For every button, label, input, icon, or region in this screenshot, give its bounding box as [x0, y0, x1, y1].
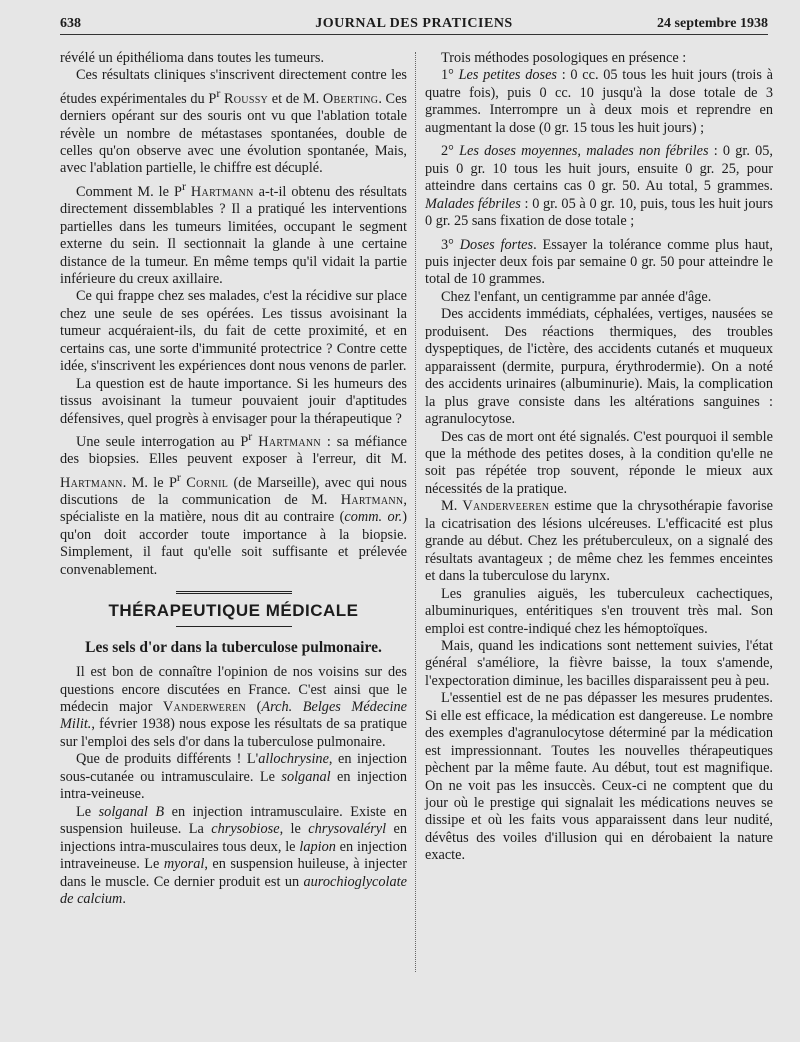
paragraph: M. Vanderveeren estime que la chrysothérapie favorise la cicatrisation des lésions ulcéreuses. L'efficacité est plus grande au début. Chez les prétuberculeux, on a signalé des résultats avantageux ; de même chez les femmes enceintes et dans la tuberculose du larynx.	[425, 498, 773, 585]
paragraph: Le solganal B en injection intramusculaire. Existe en suspension huileuse. La chrysobiose, le chrysovaléryl en injections intra-musculaires tous deux, le lapion en injection intraveineuse. Le myoral, en suspension huileuse, à injecter dans le muscle. Ce dernier produit est un aurochioglycolate de calcium.	[60, 803, 408, 907]
paragraph: Ce qui frappe chez ses malades, c'est la récidive sur place chez une seule de ses opérées. Les tissus avoisinant la tumeur acquéraient-ils, du fait de cette proximité, et en certains cas, une sorte d'immunité protectrice ? Contre cette idée, s'inscrivent les expériences dont nous venons de parler.	[60, 288, 407, 375]
paragraph: Trois méthodes posologiques en présence :	[441, 50, 687, 66]
paragraph: 1° Les petites doses : 0 cc. 05 tous les huit jours (trois à quatre fois), puis 0 cc. 10 jusqu'à la dose totale de 3 grammes. Interrompre un à deux mois et reprendre en augmentant la dose (0 gr. 15 tous les huit jours) ;	[425, 67, 773, 136]
paragraph: Que de produits différents ! L'allochrysine, en injection sous-cutanée ou intramusculaire. Le solganal en injection intra-veineuse.	[60, 751, 407, 803]
section-title: THÉRAPEUTIQUE MÉDICALE	[108, 601, 359, 621]
paragraph: Les granulies aiguës, les tuberculeux cachectiques, albuminuriques, entéritiques s'en trouvent très mal. Son emploi est contre-indiqué chez les hémoptoïques.	[425, 585, 773, 637]
left-column	[60, 50, 407, 908]
journal-title: JOURNAL DES PRATICIENS	[315, 16, 513, 31]
paragraph: La question est de haute importance. Si les humeurs des tissus avoisinant la tumeur pouvaient jouir d'aptitudes défensives, quel progrès à envisager pour la thérapeutique ?	[60, 375, 407, 427]
paragraph: L'essentiel est de ne pas dépasser les mesures prudentes. Si elle est efficace, la médication est dangereuse. Le nombre des exemples d'agranulocytose déterminé par la médication est impressionnant. Toutes les nouvelles thérapeutiques pèchent par la même faute. Au début, tout est magnifique. On ne voit pas les insuccès. Ceux-ci ne comptent que du jour où le prestige qui signalait les médications neuves se dissipe et où les faits vous apparaissent dans leur nudité, dévêtus des voiles d'illusion qui en dérobaient la nature exacte.	[425, 690, 773, 864]
paragraph: Mais, quand les indications sont nettement suivies, l'état général s'améliore, la fièvre baisse, la toux s'amende, l'expectoration diminue, les bacilles disparaissent peu à peu.	[425, 637, 773, 689]
article-title: Les sels d'or dans la tuberculose pulmonaire.	[85, 638, 382, 656]
header-rule	[60, 34, 768, 35]
paragraph: Ces résultats cliniques s'inscrivent directement contre les études expérimentales du $P^r$ Roussy et de M. Oberting. Ces derniers opérant sur des souris ont vu que l'ablation totale révèle un nombre de métastases spontanées, double de celles qu'on observe avec une évolution spontanée, Mais, avec l'ablation partielle, le chiffre est décuplé.	[60, 67, 407, 177]
paragraph: Des accidents immédiats, céphalées, vertiges, nausées se produisent. Des réactions thermiques, des troubles dyspeptiques, de l'ictère, des accidents cutanés et muqueux apparaissent (dermite, purpura, érythrodermie). On a noté des accidents urinaires (albuminurie). Mais, la complication la plus grave consiste dans les altérations sanguines : agranulocytose.	[425, 306, 773, 428]
right-column	[425, 50, 773, 865]
page-number: 638	[60, 16, 81, 31]
paragraph: 3° Doses fortes. Essayer la tolérance comme plus haut, puis injecter deux fois par semaine 0 gr. 50 pour atteindre le total de 10 grammes.	[425, 236, 773, 288]
section-rule-bottom	[176, 626, 292, 627]
running-header	[60, 14, 768, 36]
paragraph: Des cas de mort ont été signalés. C'est pourquoi il semble que la méthode des petites doses, à la condition qu'elle ne soit pas répétée trop souvent, réponde le mieux aux nécessités de la pratique.	[425, 428, 773, 497]
paragraph: Il est bon de connaître l'opinion de nos voisins sur des questions encore discutées en France. C'est ainsi que le médecin major Vanderweren (Arch. Belges Médecine Milit., février 1938) nous expose les résultats de sa pratique sur l'emploi des sels d'or dans la tuberculose pulmonaire.	[60, 664, 407, 750]
section-rule-top	[176, 591, 292, 594]
paragraph: Comment M. le $P^r$ Hartmann a-t-il obtenu des résultats directement dissemblables ? Il a pratiqué les interventions partielles dans les tumeurs limitées, occupant le segment externe du sein. Il sectionnait la glande à une certaine distance de la tumeur. En même temps qu'il vidait la partie inférieure du creux axillaire.	[60, 178, 407, 287]
column-separator	[415, 52, 416, 972]
section-heading-block	[60, 591, 407, 626]
issue-date: 24 septembre 1938	[657, 16, 768, 31]
paragraph: Une seule interrogation au $P^r$ Hartmann : sa méfiance des biopsies. Elles peuvent exposer à l'erreur, dit M. Hartmann. M. le $P^r$ Cornil (de Marseille), avec qui nous discutions de la communication de M. Hartmann, spécialiste en la matière, nous dit au contraire (comm. or.) qu'on doit accorder toute importance à la biopsie. Simplement, il faut qu'elle soit suffisante et prélevée convenablement.	[60, 429, 408, 578]
paragraph: 2° Les doses moyennes, malades non fébriles : 0 gr. 05, puis 0 gr. 10 tous les huit jours, ensuite 0 gr. 25, pour atteindre dans certains cas 0 gr. 50. Au total, 5 grammes. Malades fébriles : 0 gr. 05 à 0 gr. 10, puis, tous les huit jours 0 gr. 25 sans fixation de dose totale ;	[425, 143, 774, 230]
paragraph: révélé un épithélioma dans toutes les tumeurs.	[60, 50, 325, 66]
paragraph: Chez l'enfant, un centigramme par année d'âge.	[441, 288, 712, 305]
